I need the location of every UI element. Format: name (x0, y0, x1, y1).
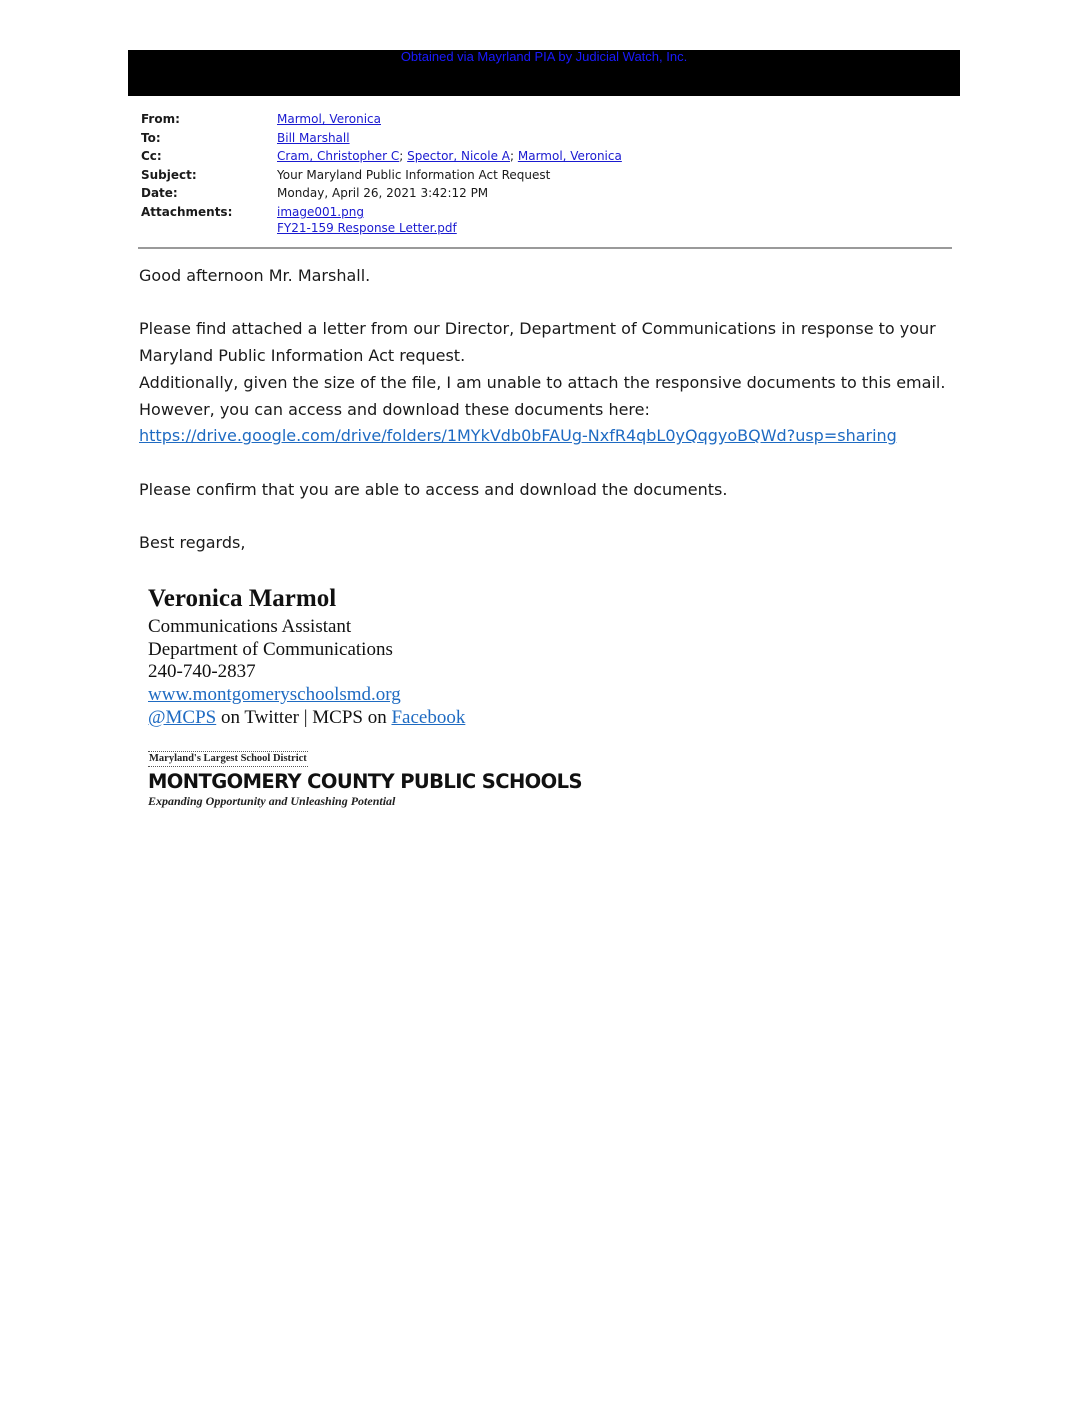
cc-separator: ; (509, 149, 515, 164)
closing: Best regards, (139, 532, 246, 552)
cc-link[interactable]: Marmol, Veronica (517, 149, 622, 164)
greeting: Good afternoon Mr. Marshall. (139, 266, 371, 285)
attachment-link[interactable]: FY21-159 Response Letter.pdf (277, 220, 457, 235)
header-divider (138, 247, 952, 249)
from-row (141, 110, 953, 129)
signature-name: Veronica Marmol (148, 585, 337, 612)
to-row (141, 129, 953, 148)
redaction-banner (128, 50, 960, 96)
logo-tagline: Maryland's Largest School District (148, 751, 308, 767)
twitter-text: on Twitter | MCPS on (216, 706, 392, 728)
cc-label: Cc: (141, 149, 162, 164)
cc-separator: ; (399, 149, 404, 164)
date-value: Monday, April 26, 2021 3:42:12 PM (277, 186, 489, 201)
date-row (141, 184, 953, 203)
signature-phone: 240-740-2837 (148, 661, 256, 683)
cc-link[interactable]: Spector, Nicole A (407, 149, 510, 164)
cc-row (141, 147, 953, 166)
to-link[interactable]: Bill Marshall (277, 130, 350, 145)
attachment-link[interactable]: image001.png (277, 204, 364, 219)
paragraph-line: Additionally, given the size of the file, I am unable to attach the responsive documents to this email. (139, 372, 946, 392)
paragraph-line: However, you can access and download these documents here: (139, 399, 650, 419)
twitter-link[interactable]: @MCPS (148, 706, 217, 728)
signature-block (148, 584, 465, 730)
attachments-row (141, 203, 953, 236)
subject-label: Subject: (141, 167, 197, 182)
paragraph-line: Please find attached a letter from our Director, Department of Communications in response to your (139, 319, 936, 339)
cc-link[interactable]: Cram, Christopher C (277, 149, 400, 164)
signature-department: Department of Communications (148, 638, 393, 660)
logo-org-name: MONTGOMERY COUNTY PUBLIC SCHOOLS (148, 770, 582, 793)
website-link[interactable]: www.montgomeryschoolsmd.org (148, 684, 401, 706)
subject-row (141, 166, 953, 185)
attachments-label: Attachments: (141, 204, 233, 219)
logo-motto: Expanding Opportunity and Unleashing Potential (148, 794, 396, 808)
drive-link[interactable]: https://drive.google.com/drive/folders/1MYkVdb0bFAUg-NxfR4qbL0yQqgyoBQWd?usp=sharing (139, 426, 897, 446)
to-label: To: (141, 130, 161, 145)
email-body (139, 263, 969, 557)
facebook-link[interactable]: Facebook (391, 706, 466, 728)
paragraph-line: Maryland Public Information Act request. (139, 346, 466, 366)
date-label: Date: (141, 186, 178, 201)
signature-title: Communications Assistant (148, 616, 352, 637)
from-label: From: (141, 112, 180, 126)
from-link[interactable]: Marmol, Veronica (277, 112, 381, 126)
email-header (141, 110, 953, 236)
banner-text: Obtained via Mayrland PIA by Judicial Watch, Inc. (400, 49, 688, 64)
mcps-logo (148, 746, 582, 809)
subject-value: Your Maryland Public Information Act Request (277, 167, 551, 182)
confirm-line: Please confirm that you are able to access and download the documents. (139, 479, 728, 499)
